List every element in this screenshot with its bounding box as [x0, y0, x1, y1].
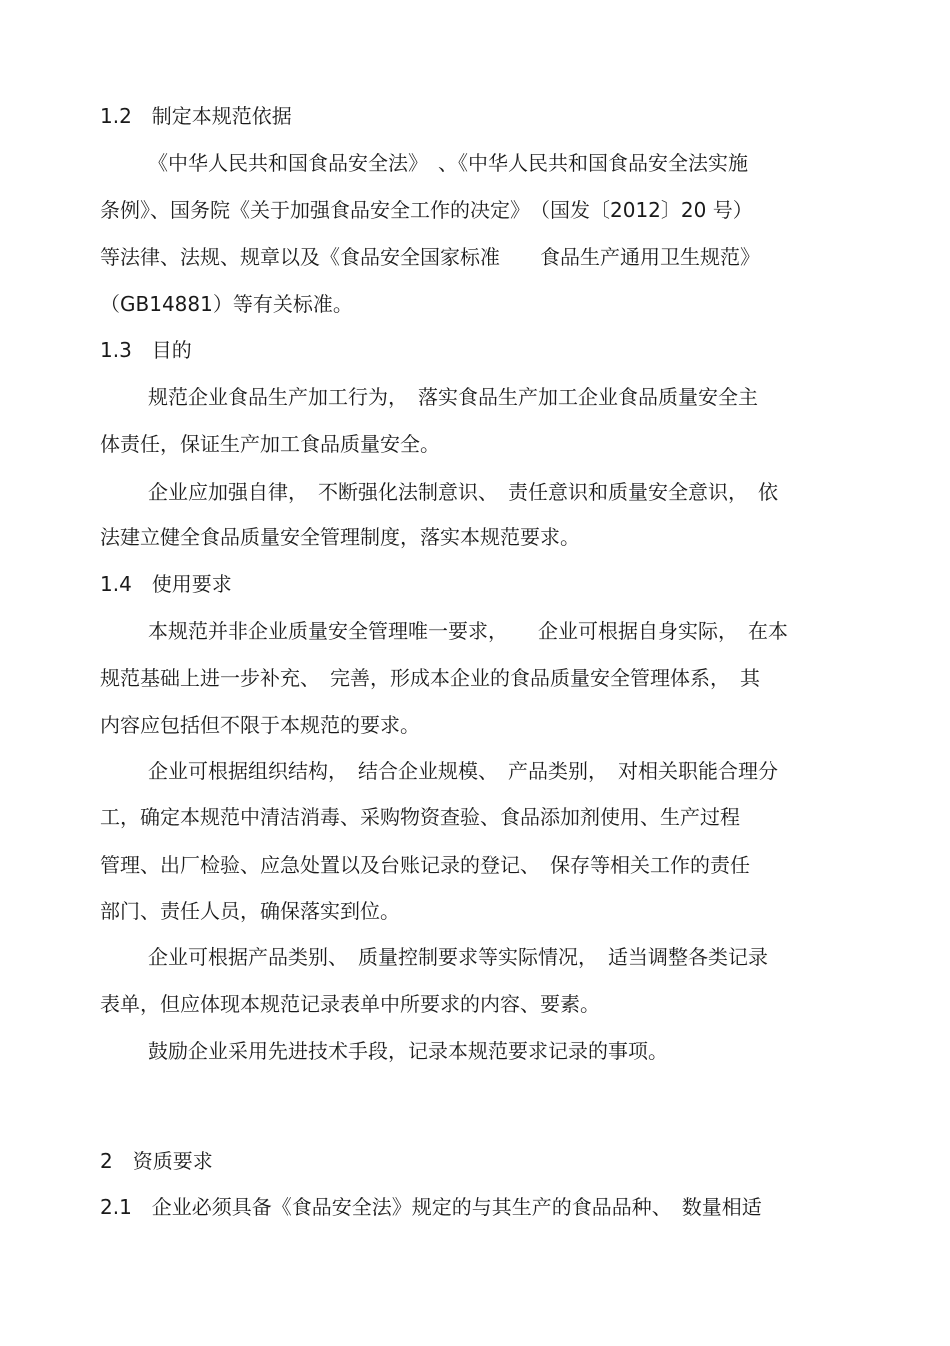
paragraph-line: 等法律、法规、规章以及《食品安全国家标准 食品生产通用卫生规范》 — [100, 245, 760, 269]
paragraph-line: （GB14881）等有关标准。 — [100, 292, 353, 316]
section-heading-1-3: 1.3 目的 — [100, 338, 192, 362]
paragraph-line: 表单，但应体现本规范记录表单中所要求的内容、要素。 — [100, 992, 600, 1016]
paragraph-line: 鼓励企业采用先进技术手段，记录本规范要求记录的事项。 — [148, 1039, 668, 1063]
paragraph-line: 规范基础上进一步补充、 完善，形成本企业的食品质量安全管理体系， 其 — [100, 666, 760, 690]
paragraph-line: 内容应包括但不限于本规范的要求。 — [100, 713, 420, 737]
paragraph-line: 部门、责任人员，确保落实到位。 — [100, 899, 400, 923]
paragraph-line: 管理、出厂检验、应急处置以及台账记录的登记、 保存等相关工作的责任 — [100, 853, 750, 877]
paragraph-line: 2.1 企业必须具备《食品安全法》规定的与其生产的食品品种、 数量相适 — [100, 1195, 762, 1219]
section-heading-2: 2 资质要求 — [100, 1149, 213, 1173]
paragraph-line: 体责任，保证生产加工食品质量安全。 — [100, 432, 440, 456]
section-heading-1-2: 1.2 制定本规范依据 — [100, 104, 292, 128]
paragraph-line: 企业可根据组织结构， 结合企业规模、 产品类别， 对相关职能合理分 — [148, 759, 778, 783]
paragraph-line: 规范企业食品生产加工行为， 落实食品生产加工企业食品质量安全主 — [148, 385, 758, 409]
paragraph-line: 本规范并非企业质量安全管理唯一要求， 企业可根据自身实际， 在本 — [148, 619, 788, 643]
paragraph-line: 法建立健全食品质量安全管理制度，落实本规范要求。 — [100, 525, 580, 549]
paragraph-line: 《中华人民共和国食品安全法》 、《中华人民共和国食品安全法实施 — [148, 151, 748, 175]
paragraph-line: 条例》、国务院《关于加强食品安全工作的决定》 （国发〔2012〕20 号） — [100, 198, 753, 222]
paragraph-line: 企业应加强自律， 不断强化法制意识、 责任意识和质量安全意识， 依 — [148, 480, 778, 504]
paragraph-line: 企业可根据产品类别、 质量控制要求等实际情况， 适当调整各类记录 — [148, 945, 768, 969]
section-heading-1-4: 1.4 使用要求 — [100, 572, 232, 596]
paragraph-line: 工，确定本规范中清洁消毒、采购物资查验、食品添加剂使用、生产过程 — [100, 805, 740, 829]
